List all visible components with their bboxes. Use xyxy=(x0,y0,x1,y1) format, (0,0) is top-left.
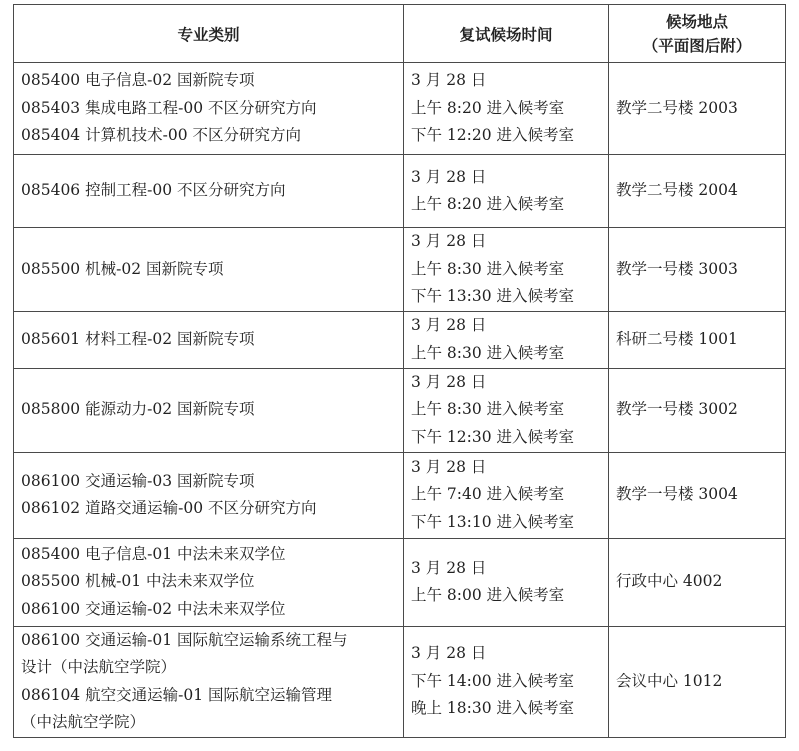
place-cell xyxy=(609,538,786,626)
table-row xyxy=(14,626,786,737)
place-cell xyxy=(609,155,786,228)
date-line: 3 月 28 日 xyxy=(411,316,487,334)
major-cell xyxy=(14,311,404,368)
time-line: 下午 12:30 进入候考室 xyxy=(411,427,575,446)
date-line: 3 月 28 日 xyxy=(411,232,487,250)
place-text: 行政中心 4002 xyxy=(616,572,723,591)
date-line: 3 月 28 日 xyxy=(411,558,487,577)
time-line: 上午 8:20 进入候考室 xyxy=(411,195,565,213)
place-text: 教学二号楼 2004 xyxy=(616,181,738,200)
time-line: 上午 8:30 进入候考室 xyxy=(411,400,565,419)
place-cell xyxy=(609,228,786,312)
time-line: 下午 13:10 进入候考室 xyxy=(411,512,575,531)
date-line: 3 月 28 日 xyxy=(411,372,487,391)
major-line: 085400 电子信息-01 中法未来双学位 xyxy=(21,544,286,563)
table-row xyxy=(14,63,786,155)
table-row xyxy=(14,368,786,452)
waiting-room-schedule-table xyxy=(13,4,786,738)
major-line: 设计（中法航空学院） xyxy=(21,658,177,676)
table-row xyxy=(14,452,786,538)
major-cell xyxy=(14,626,404,737)
major-cell xyxy=(14,452,404,538)
time-line: 下午 13:30 进入候考室 xyxy=(411,287,575,305)
place-text: 教学一号楼 3004 xyxy=(616,485,738,504)
header-major: 专业类别 xyxy=(14,5,404,63)
header-time: 复试候场时间 xyxy=(404,5,609,63)
time-line: 下午 14:00 进入候考室 xyxy=(411,671,575,690)
place-text: 教学一号楼 3003 xyxy=(616,259,738,278)
time-line: 上午 7:40 进入候考室 xyxy=(411,485,565,504)
table-row xyxy=(14,228,786,312)
time-line: 上午 8:30 进入候考室 xyxy=(411,343,565,362)
time-cell xyxy=(404,63,609,155)
place-text: 教学一号楼 3002 xyxy=(616,400,738,419)
time-cell xyxy=(404,368,609,452)
major-cell xyxy=(14,538,404,626)
date-line: 3 月 28 日 xyxy=(411,457,487,476)
place-text: 会议中心 1012 xyxy=(616,671,723,690)
table-row xyxy=(14,538,786,626)
major-line: 086100 交通运输-02 中法未来双学位 xyxy=(21,599,286,618)
major-cell xyxy=(14,63,404,155)
major-line: 086104 航空交通运输-01 国际航空运输管理 xyxy=(21,685,332,704)
time-line: 晚上 18:30 进入候考室 xyxy=(411,699,575,718)
table-row xyxy=(14,311,786,368)
date-line: 3 月 28 日 xyxy=(411,71,487,90)
time-cell xyxy=(404,311,609,368)
date-line: 3 月 28 日 xyxy=(411,167,487,186)
header-place-note: （平面图后附） xyxy=(642,36,752,55)
place-text: 科研二号楼 1001 xyxy=(616,329,738,348)
time-line: 上午 8:00 进入候考室 xyxy=(411,586,565,604)
major-cell xyxy=(14,228,404,312)
time-cell xyxy=(404,538,609,626)
place-cell xyxy=(609,626,786,737)
major-line: 085601 材料工程-02 国新院专项 xyxy=(21,329,255,348)
time-line: 上午 8:20 进入候考室 xyxy=(411,98,565,117)
time-cell xyxy=(404,626,609,737)
major-cell xyxy=(14,368,404,452)
major-line: 085404 计算机技术-00 不区分研究方向 xyxy=(21,126,301,145)
place-cell xyxy=(609,63,786,155)
time-cell xyxy=(404,228,609,312)
date-line: 3 月 28 日 xyxy=(411,644,487,663)
time-cell xyxy=(404,452,609,538)
header-row xyxy=(14,5,786,63)
place-text: 教学二号楼 2003 xyxy=(616,98,738,117)
major-line: 085403 集成电路工程-00 不区分研究方向 xyxy=(21,98,317,117)
major-line: 085800 能源动力-02 国新院专项 xyxy=(21,400,255,419)
time-line: 上午 8:30 进入候考室 xyxy=(411,259,565,278)
place-cell xyxy=(609,311,786,368)
major-line: （中法航空学院） xyxy=(21,713,146,731)
table-row xyxy=(14,155,786,228)
major-line: 085500 机械-02 国新院专项 xyxy=(21,259,224,278)
time-cell xyxy=(404,155,609,228)
major-line: 086100 交通运输-03 国新院专项 xyxy=(21,471,255,490)
time-line: 下午 12:20 进入候考室 xyxy=(411,126,575,145)
major-line: 086100 交通运输-01 国际航空运输系统工程与 xyxy=(21,630,348,649)
major-line: 085406 控制工程-00 不区分研究方向 xyxy=(21,181,286,200)
place-cell xyxy=(609,368,786,452)
header-place-title: 候场地点 xyxy=(665,12,728,31)
header-place xyxy=(609,5,786,63)
major-line: 085400 电子信息-02 国新院专项 xyxy=(21,71,255,90)
major-cell xyxy=(14,155,404,228)
major-line: 085500 机械-01 中法未来双学位 xyxy=(21,572,255,591)
place-cell xyxy=(609,452,786,538)
major-line: 086102 道路交通运输-00 不区分研究方向 xyxy=(21,499,317,517)
